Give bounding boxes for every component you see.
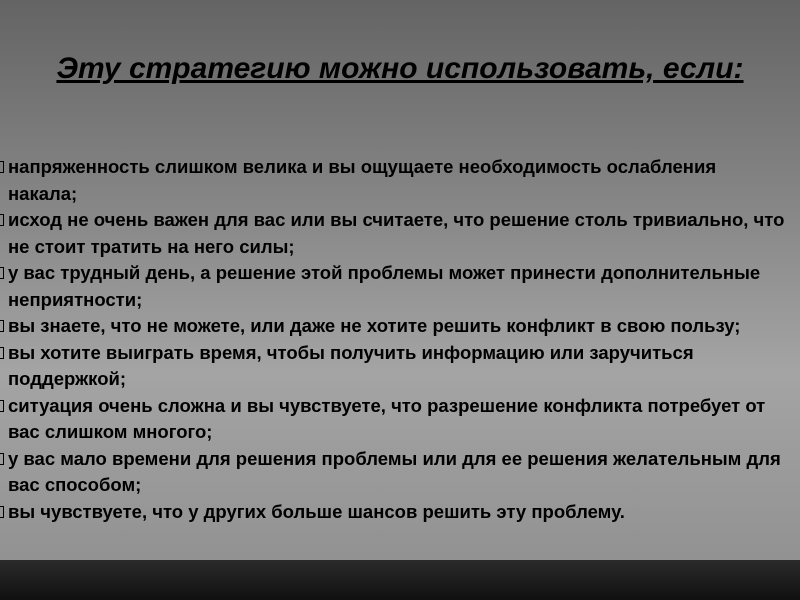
checkbox-bullet-icon	[0, 453, 4, 465]
bullet-text: исход не очень важен для вас или вы считаете, что решение столь тривиально, что не стоит тратить на него силы;	[8, 209, 785, 257]
bullet-item	[0, 154, 790, 207]
bullet-item	[0, 499, 790, 526]
bullet-text: вы чувствуете, что у других больше шансов решить эту проблему.	[8, 500, 625, 522]
checkbox-bullet-icon	[0, 161, 4, 173]
bullet-text: у вас трудный день, а решение этой проблемы может принести дополнительные неприятности;	[8, 262, 761, 310]
bullet-list	[0, 154, 790, 525]
bullet-text: напряженность слишком велика и вы ощущаете необходимость ослабления накала;	[8, 156, 717, 204]
checkbox-bullet-icon	[0, 347, 4, 359]
bullet-text: у вас мало времени для решения проблемы или для ее решения желательным для вас способом;	[8, 447, 781, 495]
bullet-text: ситуация очень сложна и вы чувствуете, что разрешение конфликта потребует от вас слишком многого;	[8, 394, 766, 442]
checkbox-bullet-icon	[0, 506, 4, 518]
checkbox-bullet-icon	[0, 400, 4, 412]
bullet-item	[0, 313, 790, 340]
bullet-item	[0, 260, 790, 313]
bullet-item	[0, 446, 790, 499]
checkbox-bullet-icon	[0, 320, 4, 332]
checkbox-bullet-icon	[0, 267, 4, 279]
bullet-item	[0, 340, 790, 393]
bullet-item	[0, 207, 790, 260]
checkbox-bullet-icon	[0, 214, 4, 226]
slide-title: Эту стратегию можно использовать, если:	[56, 52, 744, 85]
bullet-text: вы хотите выиграть время, чтобы получить информацию или заручиться поддержкой;	[8, 341, 694, 389]
bullet-text: вы знаете, что не можете, или даже не хотите решить конфликт в свою пользу;	[8, 315, 741, 336]
bottom-dark-band	[0, 560, 800, 600]
bullet-item	[0, 393, 790, 446]
